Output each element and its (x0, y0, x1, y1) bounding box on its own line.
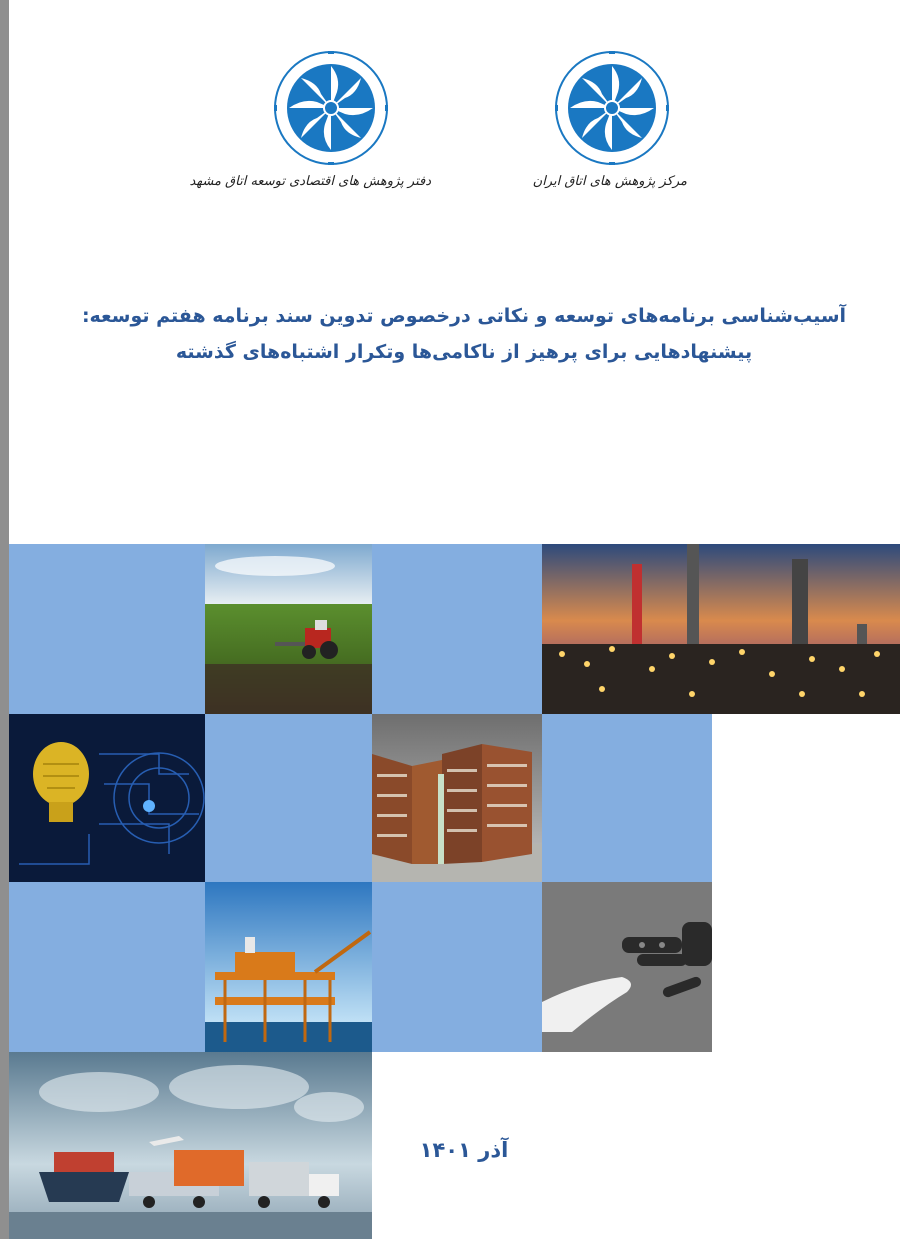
oil-refinery-photo (542, 544, 900, 714)
iran-chamber-caption: مرکز پژوهش های اتاق ایران (532, 174, 687, 189)
blue-tile (9, 544, 205, 714)
chamber-of-commerce-emblem-icon (552, 48, 672, 168)
blue-tile (372, 882, 542, 1052)
apartment-buildings-photo (372, 714, 542, 882)
agriculture-tractor-photo (205, 544, 372, 714)
global-logistics-photo (9, 1052, 372, 1239)
offshore-platform-photo (205, 882, 372, 1052)
chamber-of-commerce-emblem-icon (271, 48, 391, 168)
robot-human-hands-photo (542, 882, 712, 1052)
blue-tile (372, 544, 542, 714)
blue-tile (9, 882, 205, 1052)
blue-tile (205, 714, 372, 882)
report-title (69, 298, 859, 370)
title-line-2: پیشنهادهایی برای پرهیز از ناکامی‌ها وتکرار اشتباه‌های گذشته (175, 341, 753, 363)
title-line-1: آسیب‌شناسی برنامه‌های توسعه و نکاتی درخصوص تدوین سند برنامه هفتم توسعه: (81, 305, 847, 327)
page-edge (0, 0, 9, 1239)
mashhad-chamber-logo (189, 48, 431, 189)
report-cover (9, 0, 900, 1239)
iran-chamber-logo (532, 48, 687, 189)
publication-date: آذر ۱۴۰۱ (419, 1138, 509, 1162)
mashhad-chamber-caption: دفتر پژوهش های اقتصادی توسعه اتاق مشهد (189, 174, 431, 189)
lightbulb-circuit-photo (9, 714, 205, 882)
blue-tile (542, 714, 712, 882)
